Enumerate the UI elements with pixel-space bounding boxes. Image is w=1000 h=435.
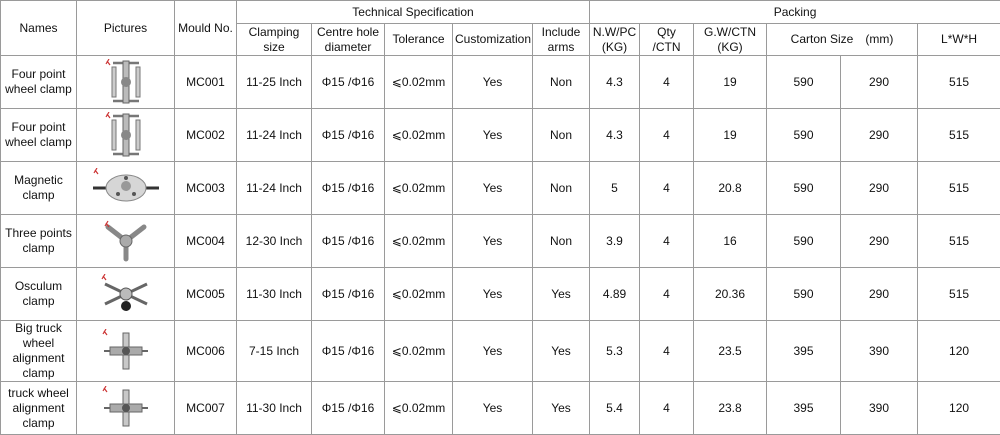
product-name-cell: Big truck wheel alignment clamp	[1, 321, 77, 382]
tolerance-cell: ⩽0.02mm	[385, 109, 453, 162]
header-clamping-size: Clamping size	[237, 24, 312, 56]
customization-cell: Yes	[453, 56, 533, 109]
carton-height-cell: 515	[918, 109, 1000, 162]
table-row	[1, 321, 1000, 382]
header-nw-pc: N.W/PC (KG)	[590, 24, 640, 56]
qty-per-carton-cell: 4	[640, 162, 694, 215]
header-names: Names	[1, 1, 77, 56]
carton-width-cell: 390	[841, 382, 918, 435]
centre-hole-diameter-cell: Φ15 /Φ16	[312, 321, 385, 382]
net-weight-cell: 5	[590, 162, 640, 215]
centre-hole-diameter-cell: Φ15 /Φ16	[312, 162, 385, 215]
table-row	[1, 56, 1000, 109]
gross-weight-cell: 19	[694, 56, 767, 109]
carton-height-cell: 515	[918, 268, 1000, 321]
header-packing: Packing	[590, 1, 1000, 24]
header-qty-ctn: Qty /CTN	[640, 24, 694, 56]
mould-no-cell: MC007	[175, 382, 237, 435]
product-name-cell: Osculum clamp	[1, 268, 77, 321]
mould-no-cell: MC001	[175, 56, 237, 109]
header-include-arms: Include arms	[533, 24, 590, 56]
clamping-size-cell: 11-25 Inch	[237, 56, 312, 109]
mould-no-cell: MC006	[175, 321, 237, 382]
carton-length-cell: 590	[767, 268, 841, 321]
centre-hole-diameter-cell: Φ15 /Φ16	[312, 56, 385, 109]
table-row	[1, 109, 1000, 162]
clamping-size-cell: 12-30 Inch	[237, 215, 312, 268]
net-weight-cell: 5.3	[590, 321, 640, 382]
mould-no-cell: MC002	[175, 109, 237, 162]
carton-width-cell: 290	[841, 162, 918, 215]
include-arms-cell: Non	[533, 56, 590, 109]
net-weight-cell: 4.3	[590, 109, 640, 162]
qty-per-carton-cell: 4	[640, 268, 694, 321]
carton-height-cell: 515	[918, 215, 1000, 268]
qty-per-carton-cell: 4	[640, 56, 694, 109]
clamping-size-cell: 11-30 Inch	[237, 382, 312, 435]
header-carton-size: Carton Size (mm)	[767, 24, 918, 56]
osculum-clamp-image	[77, 268, 175, 321]
centre-hole-diameter-cell: Φ15 /Φ16	[312, 215, 385, 268]
carton-length-cell: 590	[767, 162, 841, 215]
gross-weight-cell: 23.5	[694, 321, 767, 382]
carton-height-cell: 515	[918, 56, 1000, 109]
carton-height-cell: 515	[918, 162, 1000, 215]
customization-cell: Yes	[453, 321, 533, 382]
table-row	[1, 162, 1000, 215]
carton-height-cell: 120	[918, 321, 1000, 382]
table-row	[1, 215, 1000, 268]
gross-weight-cell: 20.8	[694, 162, 767, 215]
product-name-cell: Four point wheel clamp	[1, 109, 77, 162]
customization-cell: Yes	[453, 162, 533, 215]
centre-hole-diameter-cell: Φ15 /Φ16	[312, 109, 385, 162]
net-weight-cell: 5.4	[590, 382, 640, 435]
net-weight-cell: 3.9	[590, 215, 640, 268]
carton-length-cell: 395	[767, 321, 841, 382]
customization-cell: Yes	[453, 268, 533, 321]
four-point-wheel-clamp-image	[77, 109, 175, 162]
centre-hole-diameter-cell: Φ15 /Φ16	[312, 268, 385, 321]
product-name-cell: Magnetic clamp	[1, 162, 77, 215]
mould-no-cell: MC004	[175, 215, 237, 268]
product-name-cell: Three points clamp	[1, 215, 77, 268]
gross-weight-cell: 23.8	[694, 382, 767, 435]
mould-no-cell: MC005	[175, 268, 237, 321]
centre-hole-diameter-cell: Φ15 /Φ16	[312, 382, 385, 435]
tolerance-cell: ⩽0.02mm	[385, 56, 453, 109]
carton-width-cell: 290	[841, 215, 918, 268]
net-weight-cell: 4.3	[590, 56, 640, 109]
carton-length-cell: 590	[767, 56, 841, 109]
four-point-wheel-clamp-image	[77, 56, 175, 109]
clamping-size-cell: 7-15 Inch	[237, 321, 312, 382]
header-gw-ctn: G.W/CTN (KG)	[694, 24, 767, 56]
mould-no-cell: MC003	[175, 162, 237, 215]
three-points-clamp-image	[77, 215, 175, 268]
header-lwh: L*W*H	[918, 24, 1000, 56]
carton-width-cell: 290	[841, 56, 918, 109]
include-arms-cell: Yes	[533, 321, 590, 382]
carton-length-cell: 590	[767, 215, 841, 268]
customization-cell: Yes	[453, 382, 533, 435]
tolerance-cell: ⩽0.02mm	[385, 268, 453, 321]
tolerance-cell: ⩽0.02mm	[385, 382, 453, 435]
include-arms-cell: Non	[533, 162, 590, 215]
qty-per-carton-cell: 4	[640, 215, 694, 268]
carton-length-cell: 395	[767, 382, 841, 435]
carton-width-cell: 290	[841, 268, 918, 321]
customization-cell: Yes	[453, 109, 533, 162]
product-name-cell: Four point wheel clamp	[1, 56, 77, 109]
header-pictures: Pictures	[77, 1, 175, 56]
header-customization: Customization	[453, 24, 533, 56]
truck-clamp-image	[77, 321, 175, 382]
tolerance-cell: ⩽0.02mm	[385, 321, 453, 382]
include-arms-cell: Non	[533, 215, 590, 268]
qty-per-carton-cell: 4	[640, 382, 694, 435]
net-weight-cell: 4.89	[590, 268, 640, 321]
carton-height-cell: 120	[918, 382, 1000, 435]
table-row	[1, 382, 1000, 435]
clamping-size-cell: 11-24 Inch	[237, 162, 312, 215]
gross-weight-cell: 16	[694, 215, 767, 268]
truck-clamp-image	[77, 382, 175, 435]
carton-length-cell: 590	[767, 109, 841, 162]
product-name-cell: truck wheel alignment clamp	[1, 382, 77, 435]
qty-per-carton-cell: 4	[640, 109, 694, 162]
customization-cell: Yes	[453, 215, 533, 268]
carton-width-cell: 390	[841, 321, 918, 382]
header-tolerance: Tolerance	[385, 24, 453, 56]
include-arms-cell: Yes	[533, 382, 590, 435]
tolerance-cell: ⩽0.02mm	[385, 162, 453, 215]
header-technical-specification: Technical Specification	[237, 1, 590, 24]
header-mould-no: Mould No.	[175, 1, 237, 56]
gross-weight-cell: 20.36	[694, 268, 767, 321]
magnetic-clamp-image	[77, 162, 175, 215]
table-row	[1, 268, 1000, 321]
header-centre-hole-diameter: Centre hole diameter	[312, 24, 385, 56]
include-arms-cell: Yes	[533, 268, 590, 321]
clamping-size-cell: 11-24 Inch	[237, 109, 312, 162]
qty-per-carton-cell: 4	[640, 321, 694, 382]
include-arms-cell: Non	[533, 109, 590, 162]
tolerance-cell: ⩽0.02mm	[385, 215, 453, 268]
clamping-size-cell: 11-30 Inch	[237, 268, 312, 321]
gross-weight-cell: 19	[694, 109, 767, 162]
carton-width-cell: 290	[841, 109, 918, 162]
